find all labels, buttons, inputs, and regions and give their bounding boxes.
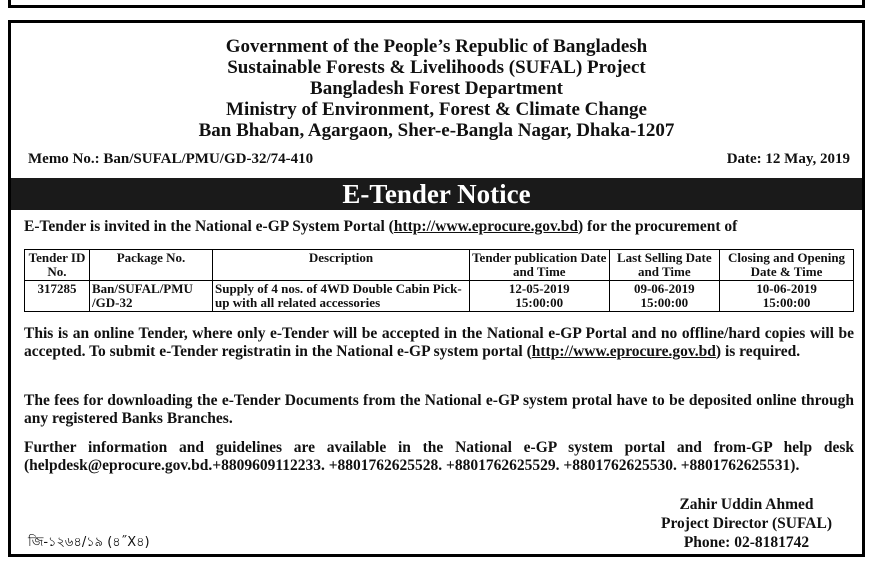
online-tender-paragraph — [24, 325, 854, 361]
closing-date: 10-06-2019 — [756, 281, 817, 296]
intro-text — [24, 218, 854, 236]
header-line-government: Government of the People’s Republic of Bangladesh — [225, 36, 648, 57]
top-border-rule — [8, 0, 865, 8]
eprocure-link-2[interactable]: http://www.eprocure.gov.bd — [531, 343, 716, 360]
publication-date: 12-05-2019 — [508, 281, 570, 296]
memo-number: Memo No.: Ban/SUFAL/PMU/GD-32/74-410 — [28, 151, 314, 167]
header-line-ministry: Ministry of Environment, Forest & Climate Change — [226, 99, 647, 120]
notice-frame — [8, 20, 865, 557]
publication-time: 15:00:00 — [515, 295, 564, 310]
p1-text-after: ) is required. — [715, 343, 801, 360]
signatory-name: Zahir Uddin Ahmed — [679, 496, 814, 513]
signatory-phone: Phone: 02-8181742 — [683, 534, 810, 551]
intro-text-before: E-Tender is invited in the National e-GP System Portal ( — [24, 218, 394, 235]
header-closing: Closing and Opening Date & Time — [720, 250, 854, 281]
notice-date: Date: 12 May, 2019 — [726, 151, 850, 167]
helpdesk-paragraph: Further information and guidelines are available in the National e-GP system portal and from-GP help desk (helpdesk@eprocure.gov.bd.+8809609112233. +8801762625528. +8801762625529. +8801762625530. +8801762625531). — [24, 439, 854, 474]
header-line-department: Bangladesh Forest Department — [310, 78, 563, 99]
cell-tender-id: 317285 — [25, 281, 90, 312]
intro-text-after: ) for the procurement of — [578, 218, 738, 235]
fees-paragraph: The fees for downloading the e-Tender Documents from the National e-GP system protal have to be deposited online through any registered Banks Branches. — [24, 392, 854, 427]
signature-block — [661, 495, 832, 552]
cell-publication — [470, 281, 610, 312]
header-last-selling: Last Selling Date and Time — [609, 250, 720, 281]
last-selling-time: 15:00:00 — [640, 295, 689, 310]
header-description: Description — [213, 250, 470, 281]
cell-package: Ban/SUFAL/PMU /GD-32 — [90, 281, 213, 312]
cell-closing — [720, 281, 854, 312]
closing-time: 15:00:00 — [762, 295, 811, 310]
page-title: E-Tender Notice — [11, 178, 862, 210]
last-selling-date: 09-06-2019 — [633, 281, 695, 296]
header-tender-id: Tender ID No. — [25, 250, 90, 281]
header-line-address: Ban Bhaban, Agargaon, Sher-e-Bangla Nagar, Dhaka-1207 — [198, 120, 675, 141]
header-line-project: Sustainable Forests & Livelihoods (SUFAL) Project — [227, 57, 646, 78]
eprocure-link[interactable]: http://www.eprocure.gov.bd — [393, 218, 578, 235]
cell-last-selling — [609, 281, 720, 312]
footer-code: জি-১২৬৪/১৯ (৪˝X৪) — [28, 535, 150, 550]
cell-description: Supply of 4 nos. of 4WD Double Cabin Pick-up with all related accessories — [213, 281, 470, 312]
issuer-header — [11, 36, 862, 141]
table-header-row — [25, 250, 854, 281]
signatory-designation: Project Director (SUFAL) — [660, 515, 832, 532]
header-package: Package No. — [90, 250, 213, 281]
header-publication: Tender publication Date and Time — [470, 250, 610, 281]
table-row — [25, 281, 854, 312]
tender-table — [24, 249, 854, 312]
p1-text-before: This is an online Tender, where only e-Tender will be accepted in the National e-GP Portal and no offline/hard copies will be accepted. To submit e-Tender registratin in the National e-GP system portal ( — [24, 325, 854, 360]
